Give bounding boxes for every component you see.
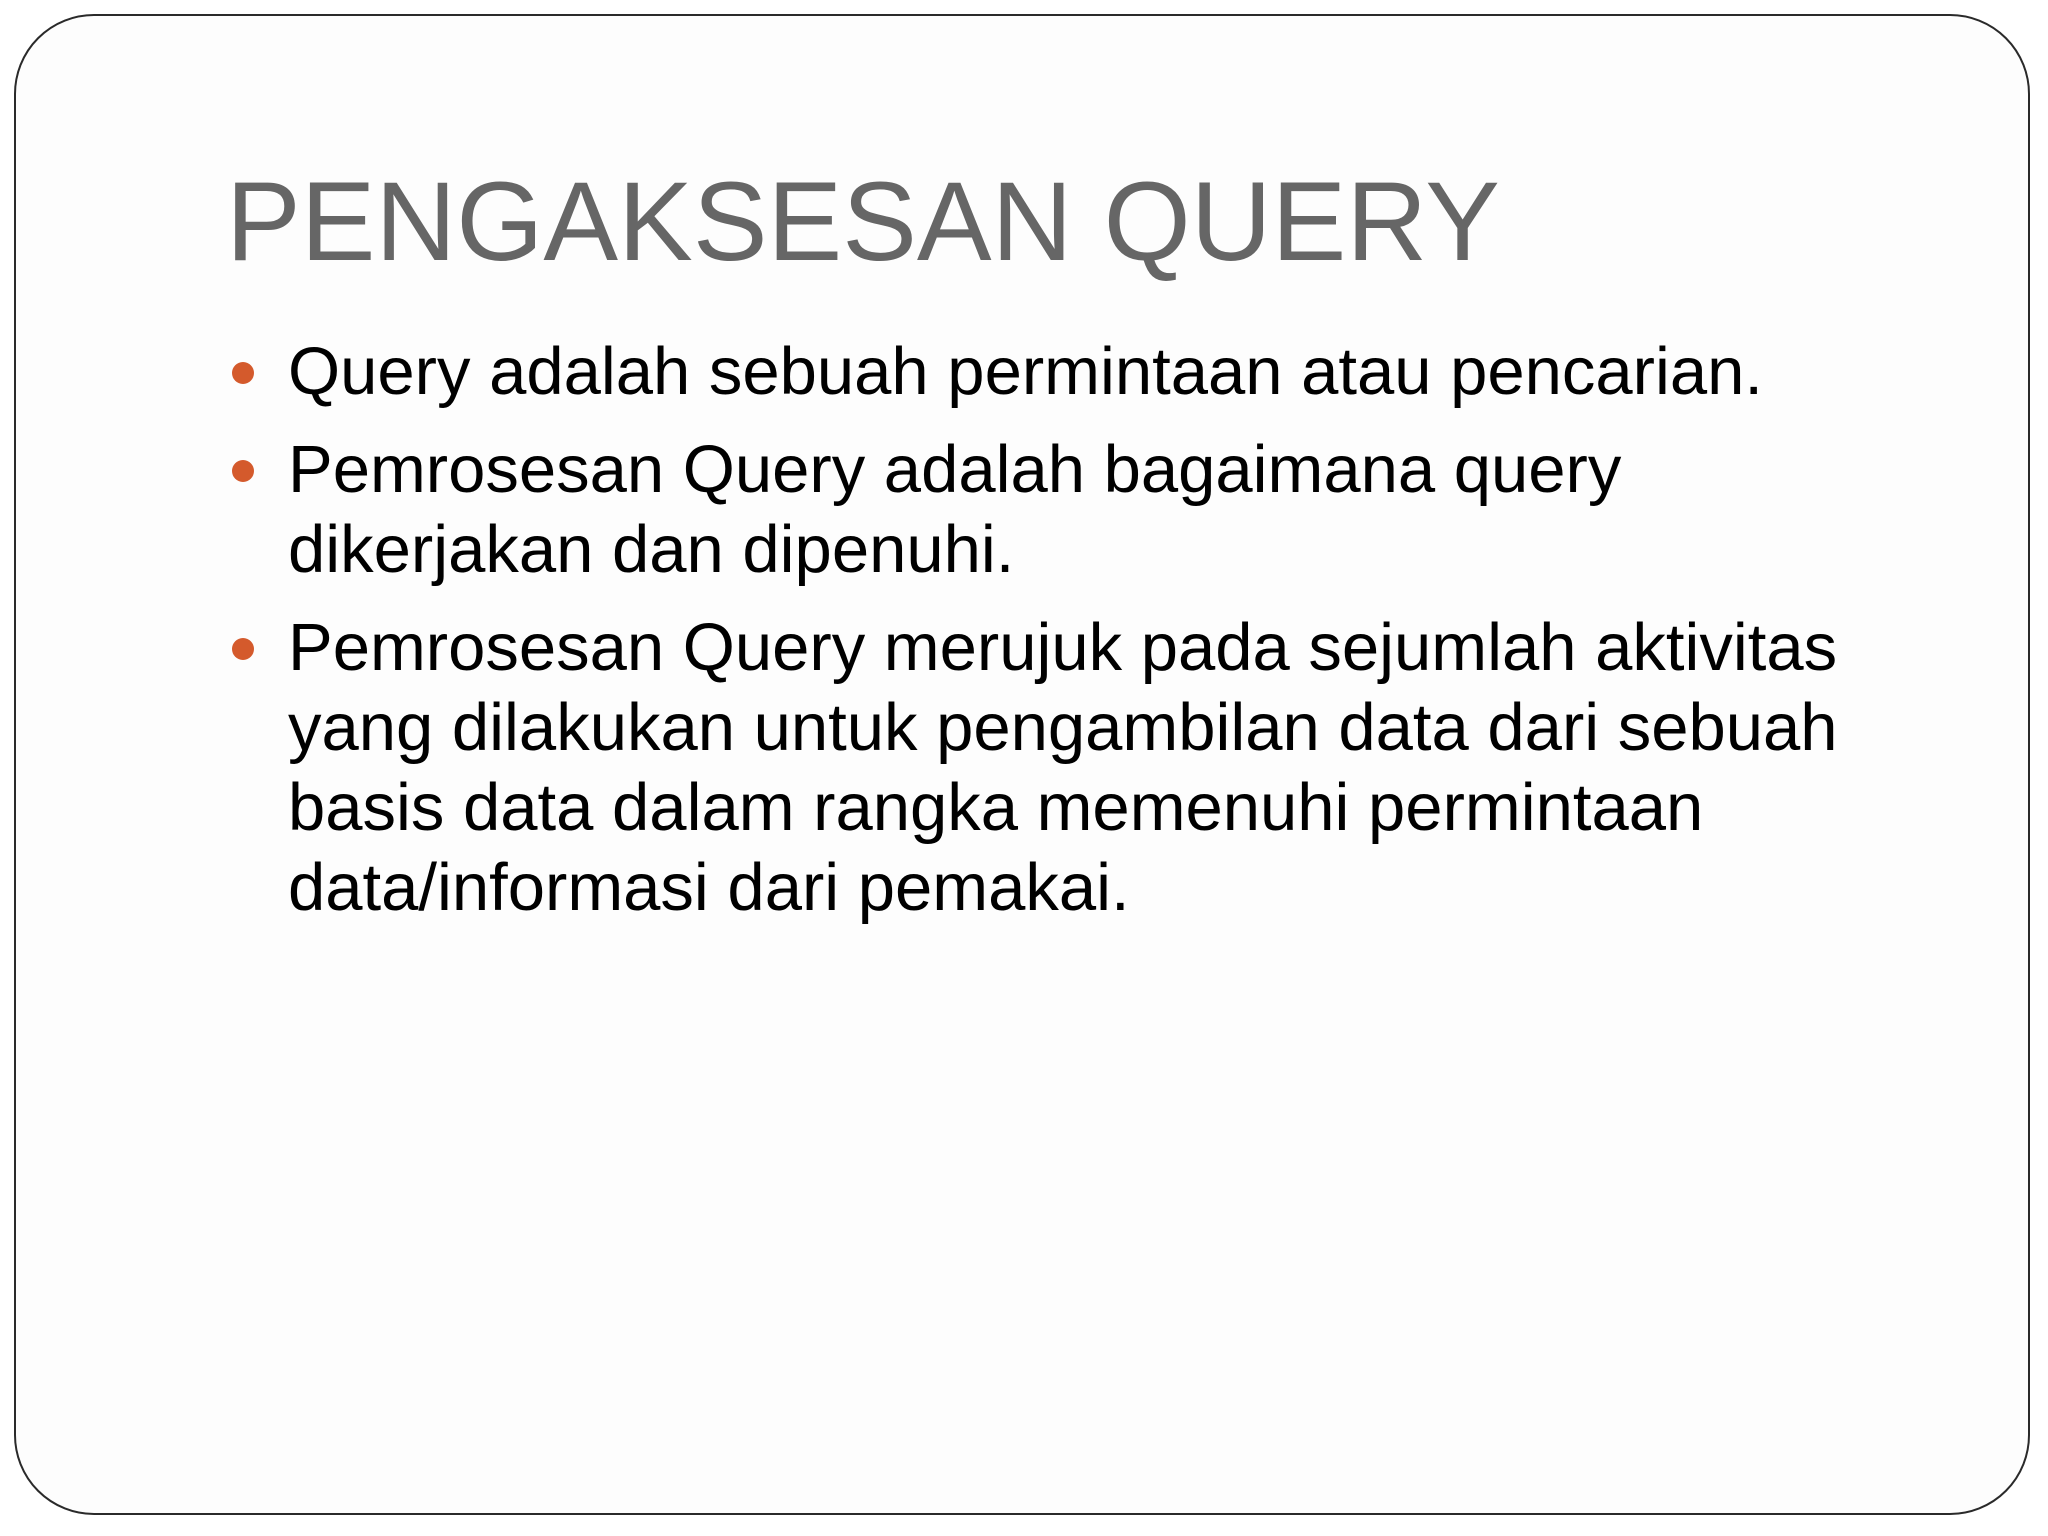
- bullet-dot-icon: [232, 638, 254, 660]
- bullet-item: [226, 332, 1926, 412]
- bullet-dot-icon: [232, 362, 254, 384]
- bullet-text: Query adalah sebuah permintaan atau pencarian.: [288, 334, 1764, 409]
- slide-title: PENGAKSESAN QUERY: [226, 159, 1500, 284]
- bullet-list: [226, 332, 1926, 946]
- bullet-text: Pemrosesan Query adalah bagaimana query dikerjakan dan dipenuhi.: [288, 432, 1622, 587]
- bullet-dot-icon: [232, 460, 254, 482]
- bullet-item: [226, 608, 1926, 928]
- bullet-item: [226, 430, 1926, 590]
- bullet-text: Pemrosesan Query merujuk pada sejumlah aktivitas yang dilakukan untuk pengambilan data dari sebuah basis data dalam rangka memenuhi permintaan data/informasi dari pemakai.: [288, 610, 1838, 925]
